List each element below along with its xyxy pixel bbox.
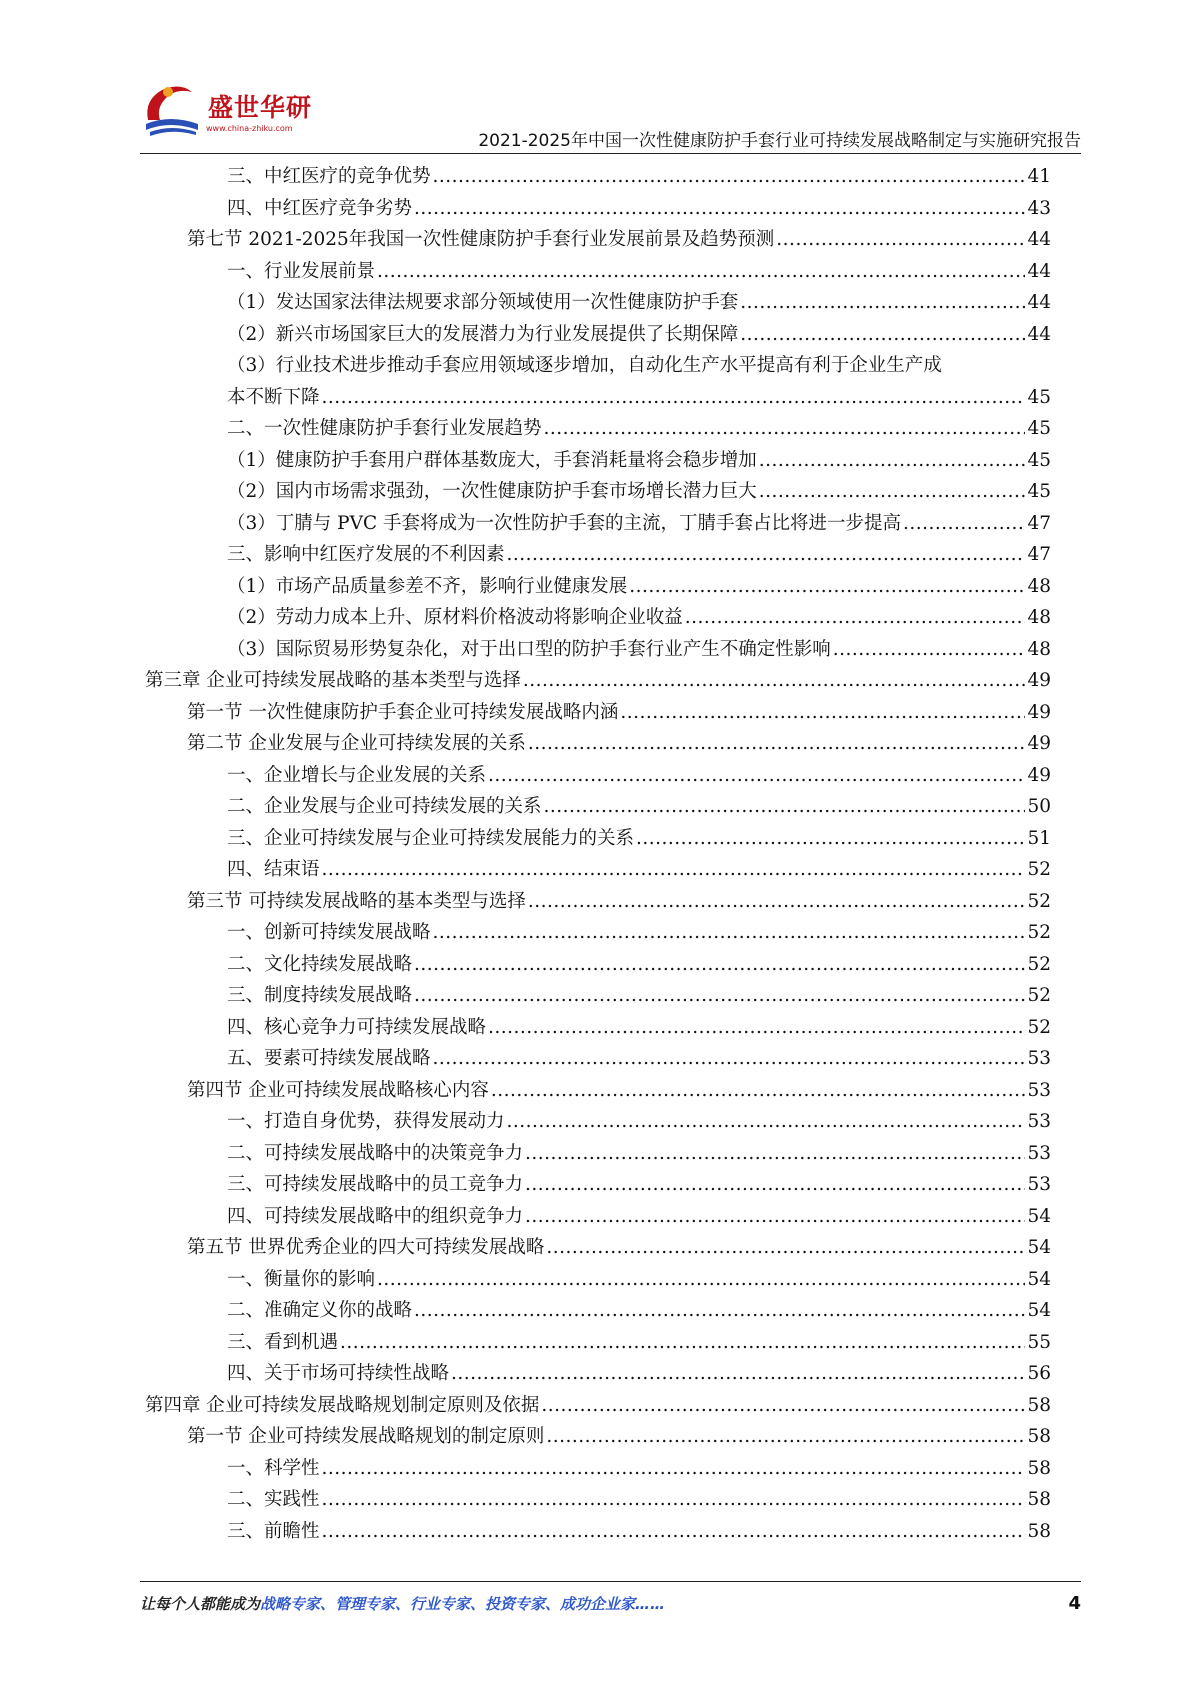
toc-page-number: 47	[1027, 512, 1051, 534]
toc-leader-dots	[546, 1232, 1025, 1264]
toc-page-number: 53	[1027, 1174, 1051, 1195]
toc-page-number: 45	[1027, 449, 1051, 471]
toc-entry[interactable]	[145, 1106, 1051, 1138]
logo-text: 盛世华研	[208, 93, 313, 122]
toc-entry-text: 四、关于市场可持续性战略	[227, 1363, 450, 1384]
toc-page-number: 41	[1027, 166, 1051, 187]
toc-leader-dots	[759, 476, 1026, 508]
toc-leader-dots	[433, 161, 1026, 193]
toc-page-number: 53	[1027, 1079, 1051, 1101]
toc-leader-dots	[322, 1453, 1026, 1485]
toc-leader-dots	[414, 980, 1025, 1012]
document-title: 2021-2025年中国一次性健康防护手套行业可持续发展战略制定与实施研究报告	[478, 131, 1081, 151]
toc-entry-text: 四、中红医疗竞争劣势	[227, 197, 413, 219]
toc-page-number: 47	[1027, 544, 1051, 565]
toc-entry-text: 一、打造自身优势，获得发展动力	[227, 1111, 505, 1132]
toc-leader-dots	[491, 1075, 1026, 1107]
toc-leader-dots	[414, 949, 1025, 981]
toc-entry-text: （3）丁腈与 PVC 手套将成为一次性防护手套的主流，丁腈手套占比将进一步提高	[227, 512, 901, 534]
toc-leader-dots	[740, 287, 1025, 319]
toc-entry-text: （3）国际贸易形势复杂化，对于出口型的防护手套行业产生不确定性影响	[227, 638, 831, 660]
toc-entry-text: 三、前瞻性	[227, 1520, 320, 1542]
toc-page-number: 54	[1027, 1237, 1051, 1258]
page-number: 4	[1068, 1593, 1081, 1614]
toc-entry[interactable]	[145, 1358, 1051, 1390]
toc-leader-dots	[414, 193, 1025, 225]
toc-entry[interactable]	[145, 319, 1051, 351]
toc-entry-text: 一、企业增长与企业发展的关系	[227, 764, 487, 786]
toc-page-number: 51	[1027, 827, 1051, 849]
toc-entry-text: 一、行业发展前景	[227, 260, 376, 282]
toc-leader-dots	[451, 1358, 1025, 1390]
toc-entry-text: （2）国内市场需求强劲，一次性健康防护手套市场增长潜力巨大	[227, 481, 757, 502]
toc-page-number: 45	[1027, 418, 1051, 439]
company-logo	[140, 78, 340, 148]
toc-entry-text: 二、一次性健康防护手套行业发展趋势	[227, 418, 542, 439]
toc-page-number: 49	[1027, 701, 1051, 723]
toc-leader-dots	[340, 1327, 1025, 1359]
toc-entry-text: 五、要素可持续发展战略	[227, 1048, 431, 1069]
toc-entry[interactable]	[145, 193, 1051, 225]
toc-entry[interactable]	[145, 476, 1051, 508]
toc-entry[interactable]	[145, 602, 1051, 634]
toc-leader-dots	[759, 445, 1026, 477]
toc-leader-dots	[528, 886, 1026, 918]
toc-entry[interactable]	[145, 1232, 1051, 1264]
toc-page-number: 44	[1027, 323, 1051, 345]
toc-entry[interactable]	[145, 1075, 1051, 1107]
toc-entry-text: 二、企业发展与企业可持续发展的关系	[227, 796, 542, 817]
toc-page-number: 54	[1027, 1300, 1051, 1321]
toc-entry-text: 四、核心竞争力可持续发展战略	[227, 1016, 487, 1038]
toc-entry-text: 三、可持续发展战略中的员工竞争力	[227, 1174, 524, 1195]
toc-entry-text: 二、文化持续发展战略	[227, 953, 413, 975]
toc-entry[interactable]	[145, 413, 1051, 445]
toc-leader-dots	[740, 319, 1025, 351]
toc-entry-text: （2）劳动力成本上升、原材料价格波动将影响企业收益	[227, 607, 683, 628]
toc-page-number: 43	[1027, 197, 1051, 219]
page-header	[140, 78, 1081, 150]
toc-entry[interactable]	[145, 791, 1051, 823]
toc-page-number: 58	[1027, 1489, 1051, 1510]
toc-entry[interactable]	[145, 445, 1051, 477]
footer-slogan-emphasis: 战略专家、管理专家、行业专家、投资专家、成功企业家……	[260, 1595, 666, 1613]
toc-leader-dots	[546, 1421, 1025, 1453]
toc-entry[interactable]	[145, 1169, 1051, 1201]
toc-entry-text: （1）健康防护手套用户群体基数庞大，手套消耗量将会稳步增加	[227, 449, 757, 471]
toc-leader-dots	[507, 1106, 1026, 1138]
toc-entry-text: 一、衡量你的影响	[227, 1268, 376, 1290]
toc-leader-dots	[685, 602, 1026, 634]
toc-entry[interactable]	[145, 697, 1051, 729]
toc-entry[interactable]	[145, 224, 1051, 256]
toc-entry-text: 第七节 2021-2025年我国一次性健康防护手套行业发展前景及趋势预测	[187, 229, 775, 250]
toc-page-number: 53	[1027, 1111, 1051, 1132]
toc-leader-dots	[507, 539, 1026, 571]
toc-leader-dots	[322, 854, 1026, 886]
logo-emblem-icon	[140, 80, 204, 140]
toc-leader-dots	[629, 571, 1025, 603]
toc-page-number: 54	[1027, 1205, 1051, 1227]
toc-entry-text: 第四章 企业可持续发展战略规划制定原则及依据	[145, 1394, 540, 1416]
toc-page-number: 45	[1027, 386, 1051, 408]
toc-entry[interactable]	[145, 1043, 1051, 1075]
toc-leader-dots	[433, 1043, 1026, 1075]
toc-leader-dots	[528, 728, 1026, 760]
toc-leader-dots	[544, 791, 1026, 823]
toc-page-number: 50	[1027, 796, 1051, 817]
toc-page-number: 55	[1027, 1331, 1051, 1353]
toc-entry-text: 第四节 企业可持续发展战略核心内容	[187, 1079, 489, 1101]
toc-entry[interactable]	[145, 1390, 1051, 1422]
header-divider	[140, 153, 1081, 154]
toc-leader-dots	[525, 1169, 1025, 1201]
toc-leader-dots	[636, 823, 1025, 855]
toc-page-number: 52	[1027, 1016, 1051, 1038]
toc-entry-continuation[interactable]	[145, 382, 1051, 414]
toc-entry[interactable]	[145, 1453, 1051, 1485]
toc-entry[interactable]	[145, 1421, 1051, 1453]
toc-entry[interactable]	[145, 256, 1051, 288]
toc-entry-text: （1）发达国家法律法规要求部分领域使用一次性健康防护手套	[227, 292, 739, 313]
toc-entry-text: 二、可持续发展战略中的决策竞争力	[227, 1142, 524, 1164]
toc-entry[interactable]	[145, 917, 1051, 949]
toc-page-number: 44	[1027, 260, 1051, 282]
toc-page-number: 49	[1027, 670, 1051, 691]
toc-page-number: 58	[1027, 1520, 1051, 1542]
toc-leader-dots	[377, 1264, 1025, 1296]
toc-entry-text: （2）新兴市场国家巨大的发展潜力为行业发展提供了长期保障	[227, 323, 739, 345]
toc-leader-dots	[833, 634, 1026, 666]
toc-entry-text: 第二节 企业发展与企业可持续发展的关系	[187, 733, 526, 754]
table-of-contents	[145, 161, 1051, 1547]
toc-leader-dots	[776, 224, 1025, 256]
toc-leader-dots	[433, 917, 1026, 949]
toc-entry-text: 二、准确定义你的战略	[227, 1300, 413, 1321]
toc-leader-dots	[377, 256, 1025, 288]
toc-entry[interactable]	[145, 728, 1051, 760]
toc-entry[interactable]	[145, 571, 1051, 603]
toc-page-number: 48	[1027, 607, 1051, 628]
toc-entry[interactable]	[145, 161, 1051, 193]
toc-page-number: 53	[1027, 1142, 1051, 1164]
toc-entry[interactable]	[145, 760, 1051, 792]
toc-page-number: 56	[1027, 1363, 1051, 1384]
toc-entry-text: 第一节 一次性健康防护手套企业可持续发展战略内涵	[187, 701, 619, 723]
toc-page-number: 48	[1027, 575, 1051, 597]
toc-entry-text: 一、科学性	[227, 1457, 320, 1479]
toc-leader-dots	[525, 1201, 1025, 1233]
toc-leader-dots	[322, 1484, 1026, 1516]
toc-page-number: 49	[1027, 733, 1051, 754]
toc-page-number: 52	[1027, 985, 1051, 1006]
toc-entry[interactable]	[145, 980, 1051, 1012]
toc-entry[interactable]	[145, 854, 1051, 886]
toc-page-number: 54	[1027, 1268, 1051, 1290]
toc-leader-dots	[322, 1516, 1026, 1548]
toc-entry[interactable]	[145, 634, 1051, 666]
toc-entry[interactable]	[145, 823, 1051, 855]
toc-entry[interactable]	[145, 539, 1051, 571]
toc-entry[interactable]	[145, 665, 1051, 697]
toc-entry[interactable]	[145, 1327, 1051, 1359]
toc-leader-dots	[541, 1390, 1025, 1422]
toc-page-number: 45	[1027, 481, 1051, 502]
toc-entry-text: 三、影响中红医疗发展的不利因素	[227, 544, 505, 565]
toc-entry-text: 三、制度持续发展战略	[227, 985, 413, 1006]
toc-entry-text: 第三章 企业可持续发展战略的基本类型与选择	[145, 670, 521, 691]
toc-entry[interactable]	[145, 949, 1051, 981]
footer-divider	[140, 1581, 1081, 1582]
toc-entry[interactable]	[145, 1264, 1051, 1296]
toc-leader-dots	[488, 1012, 1025, 1044]
toc-leader-dots	[544, 413, 1026, 445]
toc-leader-dots	[488, 760, 1025, 792]
toc-entry[interactable]	[145, 508, 1051, 540]
toc-page-number: 48	[1027, 638, 1051, 660]
toc-entry-text: 三、企业可持续发展与企业可持续发展能力的关系	[227, 827, 635, 849]
toc-page-number: 44	[1027, 229, 1051, 250]
toc-page-number: 53	[1027, 1048, 1051, 1069]
toc-page-number: 49	[1027, 764, 1051, 786]
toc-entry[interactable]	[145, 886, 1051, 918]
toc-page-number: 52	[1027, 922, 1051, 943]
footer-slogan-lead: 让每个人都能成为	[140, 1595, 261, 1613]
toc-entry-text: 四、可持续发展战略中的组织竞争力	[227, 1205, 524, 1227]
toc-page-number: 52	[1027, 890, 1051, 912]
toc-entry-text: 第五节 世界优秀企业的四大可持续发展战略	[187, 1237, 545, 1258]
toc-page-number: 58	[1027, 1426, 1051, 1447]
toc-leader-dots	[903, 508, 1025, 540]
toc-entry[interactable]	[145, 1012, 1051, 1044]
toc-leader-dots	[414, 1295, 1025, 1327]
toc-page-number: 58	[1027, 1394, 1051, 1416]
toc-leader-dots	[525, 1138, 1025, 1170]
toc-page-number: 52	[1027, 859, 1051, 880]
toc-entry[interactable]	[145, 350, 1051, 382]
logo-url: www.china-zhiku.com	[206, 124, 293, 133]
toc-entry-text: 三、中红医疗的竞争优势	[227, 166, 431, 187]
toc-page-number: 44	[1027, 292, 1051, 313]
toc-entry[interactable]	[145, 1201, 1051, 1233]
toc-entry-text: 二、实践性	[227, 1489, 320, 1510]
toc-entry[interactable]	[145, 1138, 1051, 1170]
toc-entry[interactable]	[145, 287, 1051, 319]
toc-page-number: 58	[1027, 1457, 1051, 1479]
toc-leader-dots	[620, 697, 1025, 729]
toc-entry-text: （3）行业技术进步推动手套应用领域逐步增加，自动化生产水平提高有利于企业生产成	[227, 355, 942, 376]
toc-leader-dots	[322, 382, 1026, 414]
toc-entry-text: 三、看到机遇	[227, 1331, 339, 1353]
toc-entry-text: 第三节 可持续发展战略的基本类型与选择	[187, 890, 526, 912]
page-footer	[140, 1593, 1081, 1621]
toc-entry-text: （1）市场产品质量参差不齐，影响行业健康发展	[227, 575, 628, 597]
toc-entry[interactable]	[145, 1516, 1051, 1548]
toc-page-number: 52	[1027, 953, 1051, 975]
toc-entry-text: 四、结束语	[227, 859, 320, 880]
toc-entry[interactable]	[145, 1484, 1051, 1516]
toc-entry-text: 一、创新可持续发展战略	[227, 922, 431, 943]
toc-entry-text: 本不断下降	[227, 386, 320, 408]
toc-entry-text: 第一节 企业可持续发展战略规划的制定原则	[187, 1426, 545, 1447]
toc-entry[interactable]	[145, 1295, 1051, 1327]
toc-leader-dots	[523, 665, 1026, 697]
